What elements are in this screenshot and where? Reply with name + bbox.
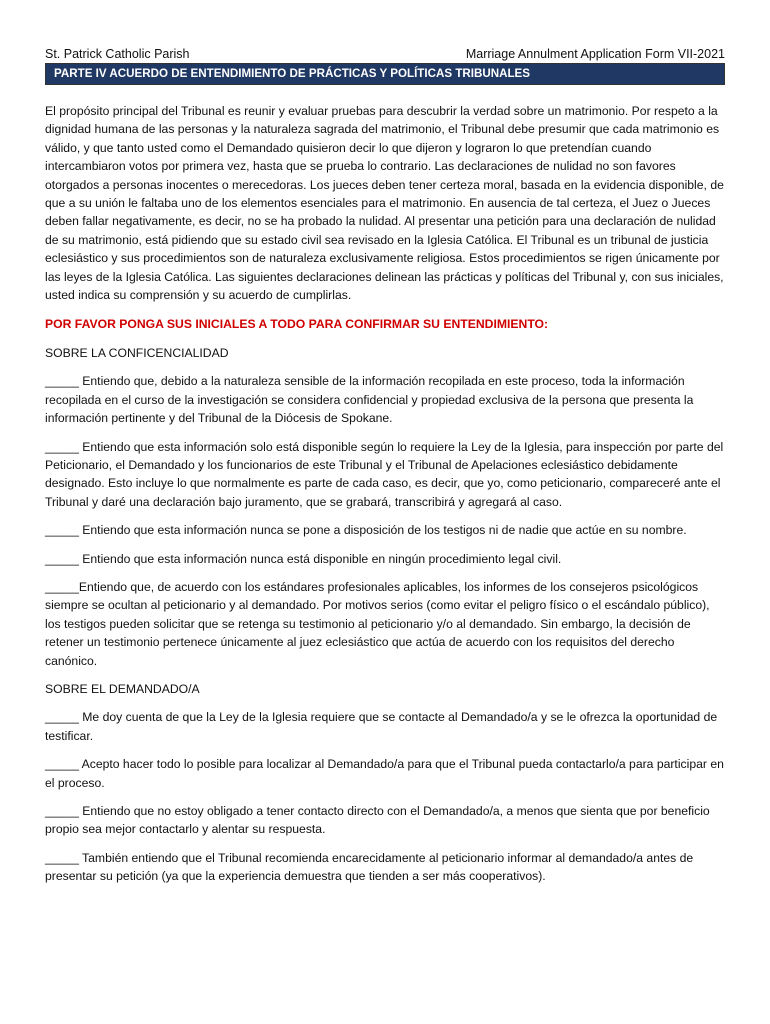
section-heading-confidentiality: SOBRE LA CONFICENCIALIDAD (45, 345, 229, 360)
statement-item: _____ Me doy cuenta de que la Ley de la Iglesia requiere que se contacte al Demandado/a y se le ofrezca la oportunidad de testificar. (45, 710, 718, 743)
document-body (45, 102, 725, 886)
statement-item: _____ Acepto hacer todo lo posible para localizar al Demandado/a para que el Tribunal pueda contactarlo/a para participar en el proceso. (45, 757, 724, 790)
statement-item: _____ Entiendo que esta información nunca está disponible en ningún procedimiento legal civil. (45, 551, 562, 566)
statement-item: _____ Entiendo que esta información solo está disponible según lo requiere la Ley de la Iglesia, para inspección por parte del Peticionario, el Demandado y los funcionarios de este Tribunal y el Tribunal de Apelaciones eclesiástico debidamente designado. Esto incluye lo que normalmente es parte de cada caso, es decir, que yo, como peticionario, compareceré ante el Tribunal y daré una declaración bajo juramento, que se grabará, transcribirá y agregará al caso. (45, 439, 724, 509)
statement-item: _____ Entiendo que, debido a la naturaleza sensible de la información recopilada en este proceso, toda la información recopilada en el curso de la investigación se considera confidencial y propiedad exclusiva de la persona que presenta la información pertinente y del Tribunal de la Diócesis de Spokane. (45, 374, 694, 426)
document-page (45, 46, 725, 896)
statement-item: _____ Entiendo que no estoy obligado a tener contacto directo con el Demandado/a, a menos que sienta que por beneficio propio sea mejor contactarlo y alentar su respuesta. (45, 804, 710, 837)
statement-item: _____ También entiendo que el Tribunal recomienda encarecidamente al peticionario informar al demandado/a antes de presentar su petición (ya que la experiencia demuestra que tienden a ser más cooperativos). (45, 850, 694, 884)
intro-paragraph: El propósito principal del Tribunal es reunir y evaluar pruebas para descubrir la verdad sobre un matrimonio. Por respeto a la dignidad humana de las personas y la naturaleza sagrada del matrimonio, el Tribunal debe presumir que cada matrimonio es válido, y que tanto usted como el Demandado quisieron decir lo que dijeron y lograron lo que pretendían cuando intercambiaron votos por primera vez, hasta que se prueba lo contrario. Las declaraciones de nulidad no son favores otorgados a personas inocentes o merecedoras. Los jueces deben tener certeza moral, basada en la evidencia disponible, de que a su unión le faltaba uno de los elementos esenciales para el matrimonio. En ausencia de tal certeza, el Juez o Jueces deben fallar negativamente, es decir, no se ha probado la nulidad. Al presentar una petición para una declaración de nulidad de su matrimonio, está pidiendo que su estado civil sea revisado en la Iglesia Católica. El Tribunal es un tribunal de justicia eclesiástico y sus procedimientos son de naturaleza exclusivamente religiosa. Estos procedimientos se rigen únicamente por las leyes de la Iglesia Católica. Las siguientes declaraciones delinean las prácticas y políticas del Tribunal y, con sus iniciales, usted indica su comprensión y su acuerdo de cumplirlas. (45, 104, 724, 303)
initials-instruction: POR FAVOR PONGA SUS INICIALES A TODO PARA CONFIRMAR SU ENTENDIMIENTO: (45, 317, 549, 332)
statement-item: _____ Entiendo que esta información nunca se pone a disposición de los testigos ni de nadie que actúe en su nombre. (45, 523, 687, 538)
statement-item: _____Entiendo que, de acuerdo con los estándares profesionales aplicables, los informes de los consejeros psicológicos siempre se ocultan al peticionario y al demandado. Por motivos serios (como evitar el peligro físico o el escándalo público), los testigos pueden solicitar que se retenga su testimonio al peticionario y/o al demandado. Sin embargo, la decisión de retener un testimonio pertenece únicamente al juez eclesiástico que actúa de acuerdo con los requisitos del derecho canónico. (45, 579, 710, 668)
section-heading-respondent: SOBRE EL DEMANDADO/A (45, 681, 200, 696)
parish-name: St. Patrick Catholic Parish (45, 47, 190, 61)
page-header (45, 46, 725, 62)
form-title: Marriage Annulment Application Form VII-2021 (465, 47, 725, 61)
section-banner: PARTE IV ACUERDO DE ENTENDIMIENTO DE PRÁCTICAS Y POLÍTICAS TRIBUNALES (45, 63, 725, 85)
